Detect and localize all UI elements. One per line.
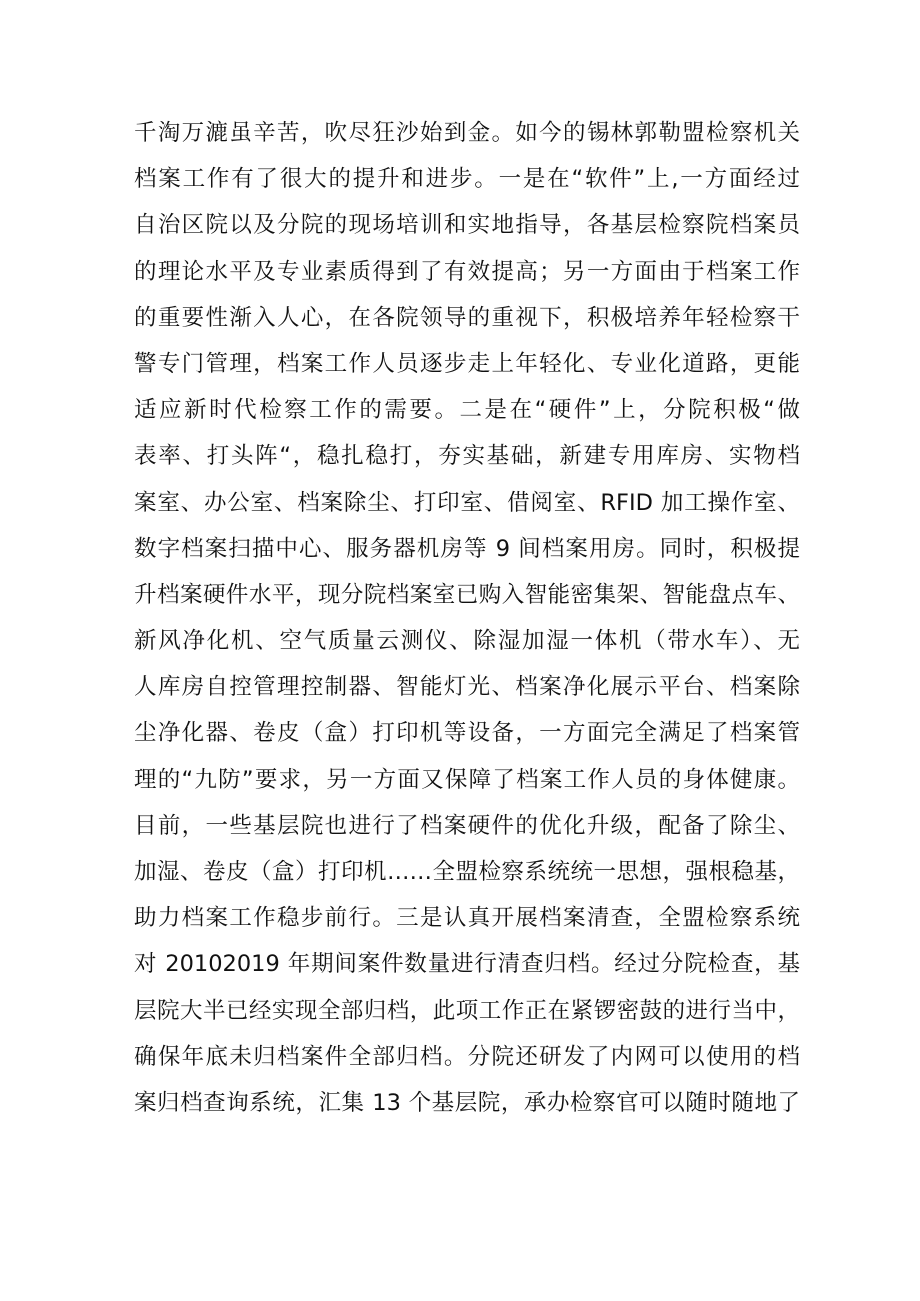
text-line: 理的“九防”要求，另一方面又保障了档案工作人员的身体健康。 — [134, 766, 800, 793]
text-line: 适应新时代检察工作的需要。二是在“硬件”上，分院积极“做 — [134, 397, 800, 424]
text-line: 加湿、卷皮（盒）打印机……全盟检察系统统一思想，强根稳基， — [134, 859, 800, 885]
text-line: 人库房自控管理控制器、智能灯光、档案净化展示平台、档案除 — [134, 674, 800, 701]
text-line: 表率、打头阵“，稳扎稳打，夯实基础，新建专用库房、实物档 — [134, 443, 800, 470]
text-line: 的重要性渐入人心，在各院领导的重视下，积极培养年轻检察干 — [134, 304, 800, 331]
text-line: 助力档案工作稳步前行。三是认真开展档案清查，全盟检察系统 — [134, 905, 800, 932]
text-line: 案归档查询系统，汇集 13 个基层院，承办检察官可以随时随地了 — [134, 1089, 800, 1116]
text-line: 案室、办公室、档案除尘、打印室、借阅室、RFID 加工操作室、 — [134, 489, 800, 516]
text-line: 千淘万漉虽辛苦，吹尽狂沙始到金。如今的锡林郭勒盟检察机关 — [134, 120, 800, 146]
text-line: 的理论水平及专业素质得到了有效提高；另一方面由于档案工作 — [134, 258, 800, 285]
text-line: 升档案硬件水平，现分院档案室已购入智能密集架、智能盘点车、 — [134, 581, 800, 608]
text-line: 层院大半已经实现全部归档，此项工作正在紧锣密鼓的进行当中， — [134, 997, 800, 1024]
text-line: 确保年底未归档案件全部归档。分院还研发了内网可以使用的档 — [134, 1043, 800, 1070]
text-line: 数字档案扫描中心、服务器机房等 9 间档案用房。同时，积极提 — [134, 535, 800, 562]
text-line: 警专门管理，档案工作人员逐步走上年轻化、专业化道路，更能 — [134, 350, 800, 377]
body-paragraph — [134, 110, 814, 1126]
text-line: 目前，一些基层院也进行了档案硬件的优化升级，配备了除尘、 — [134, 812, 800, 839]
text-line: 自治区院以及分院的现场培训和实地指导，各基层检察院档案员 — [134, 212, 800, 239]
text-line: 尘净化器、卷皮（盒）打印机等设备，一方面完全满足了档案管 — [134, 720, 800, 747]
text-line: 新风净化机、空气质量云测仪、除湿加湿一体机（带水车）、无 — [134, 628, 800, 655]
text-line: 对 20102019 年期间案件数量进行清查归档。经过分院检查，基 — [134, 951, 800, 978]
text-line: 档案工作有了很大的提升和进步。一是在“软件”上,一方面经过 — [134, 166, 800, 193]
